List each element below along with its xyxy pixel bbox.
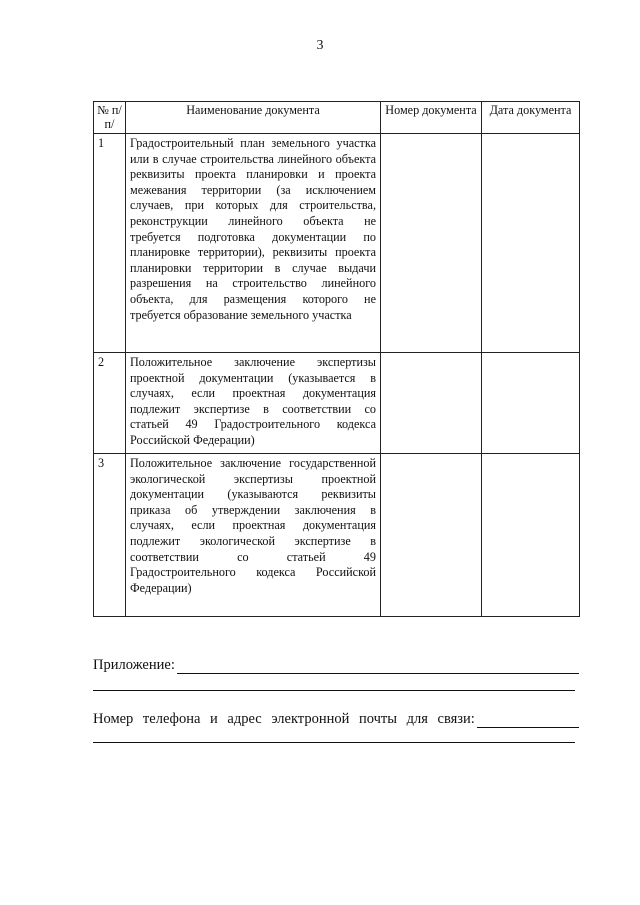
table-header-row — [94, 102, 580, 134]
page-number: 3 — [316, 38, 324, 53]
attachment-continuation-line[interactable] — [93, 690, 575, 691]
attachment-field — [93, 657, 579, 674]
row-number: 1 — [94, 134, 126, 353]
contact-field — [93, 711, 579, 728]
row-document-number-cell[interactable] — [381, 353, 482, 454]
row-document-date-cell[interactable] — [482, 454, 580, 617]
attachment-input-line[interactable] — [177, 657, 579, 674]
table-row — [94, 353, 580, 454]
contact-continuation-line[interactable] — [93, 742, 575, 743]
contact-input-line[interactable] — [477, 711, 579, 728]
header-num: № п/п/ — [94, 102, 126, 134]
row-document-name: Градостроительный план земельного участка или в случае строительства линейного объекта реквизиты проекта планировки и проекта межевания территории (за исключением случаев, при которых для строительства, реконструкции линейного объекта не требуется подготовка документации по планировке территории), реквизиты проекта планировки территории в случае выдачи разрешения на строительство линейного объекта, для размещения которого не требуется образование земельного участка — [126, 134, 381, 353]
row-document-date-cell[interactable] — [482, 134, 580, 353]
row-document-number-cell[interactable] — [381, 134, 482, 353]
row-document-name: Положительное заключение экспертизы проектной документации (указывается в случаях, если проектная документация подлежит экспертизе в соответствии со статьей 49 Градостроительного кодекса Российской Федерации) — [126, 353, 381, 454]
documents-table — [93, 101, 580, 617]
header-document-number: Номер документа — [381, 102, 482, 134]
table-row — [94, 134, 580, 353]
row-number: 2 — [94, 353, 126, 454]
header-document-date: Дата документа — [482, 102, 580, 134]
table-row — [94, 454, 580, 617]
header-document-name: Наименование документа — [126, 102, 381, 134]
row-document-name: Положительное заключение государственной экологической экспертизы проектной документации (указываются реквизиты приказа об утверждении заключения в случаях, если проектная документация подлежит экологической экспертизе в соответствии со статьей 49 Градостроительного кодекса Российской Федерации) — [126, 454, 381, 617]
contact-label: Номер телефона и адрес электронной почты для связи: — [93, 711, 475, 727]
attachment-label: Приложение: — [93, 657, 175, 673]
row-number: 3 — [94, 454, 126, 617]
row-document-date-cell[interactable] — [482, 353, 580, 454]
row-document-number-cell[interactable] — [381, 454, 482, 617]
